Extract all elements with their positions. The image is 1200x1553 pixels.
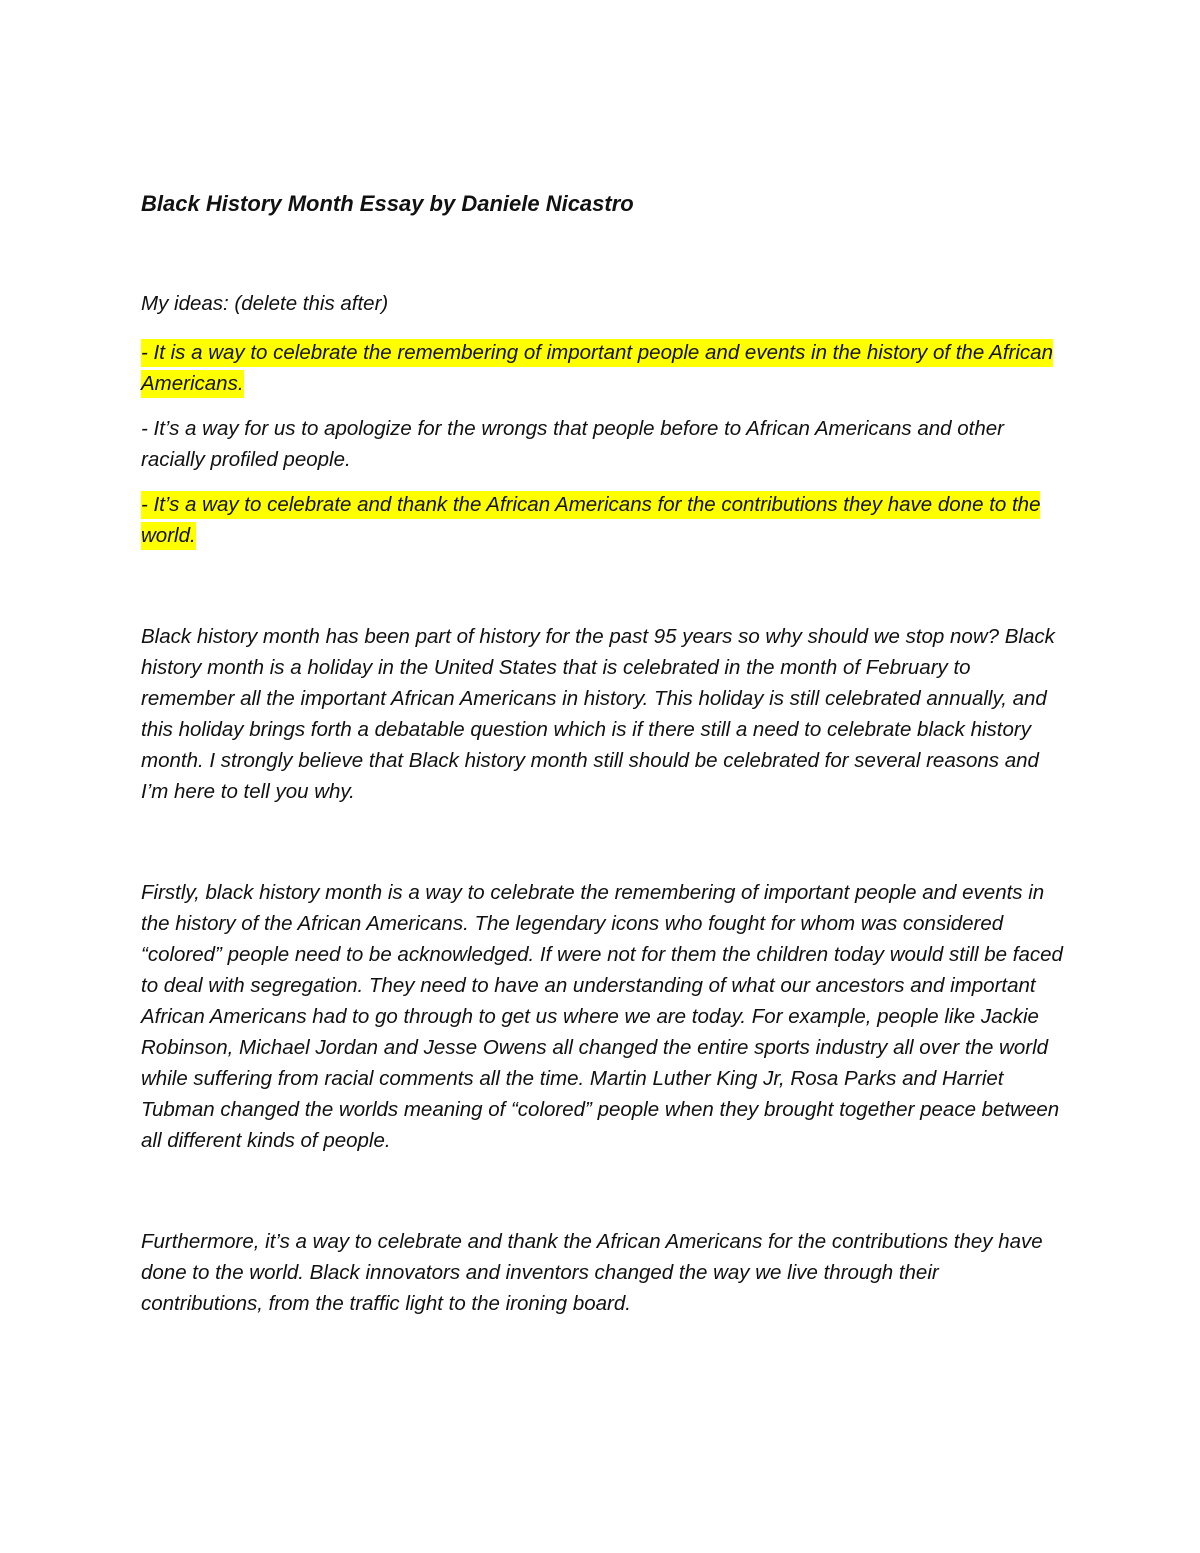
idea-item-1 (141, 337, 1066, 399)
essay-paragraph-firstly: Firstly, black history month is a way to celebrate the remembering of important people and events in the history of the African Americans. The legendary icons who fought for whom was considered “colored” people need to be acknowledged. If were not for them the children today would still be faced to deal with segregation. They need to have an understanding of what our ancestors and important African Americans had to go through to get us where we are today. For example, people like Jackie Robinson, Michael Jordan and Jesse Owens all changed the entire sports industry all over the world while suffering from racial comments all the time. Martin Luther King Jr, Rosa Parks and Harriet Tubman changed the worlds meaning of “colored” people when they brought together peace between all different kinds of people. (141, 881, 1063, 1152)
essay-paragraph-furthermore: Furthermore, it’s a way to celebrate and thank the African Americans for the contributions they have done to the world. Black innovators and inventors changed the way we live through their contributions, from the traffic light to the ironing board. (141, 1230, 1043, 1315)
idea-text-highlighted: - It’s a way to celebrate and thank the African Americans for the contributions they have done to the world. (141, 491, 1040, 550)
idea-text-highlighted: - It is a way to celebrate the remembering of important people and events in the history of the African Americans. (141, 339, 1053, 398)
essay-paragraph-intro: Black history month has been part of history for the past 95 years so why should we stop now? Black history month is a holiday in the United States that is celebrated in the month of February to remember all the important African Americans in history. This holiday is still celebrated annually, and this holiday brings forth a debatable question which is if there still a need to celebrate black history month. I strongly believe that Black history month still should be celebrated for several reasons and I’m here to tell you why. (141, 625, 1055, 803)
idea-text: - It’s a way for us to apologize for the wrongs that people before to African Americans and other racially profiled people. (141, 417, 1004, 471)
document-title: Black History Month Essay by Daniele Nicastro (141, 191, 634, 216)
document-body (141, 188, 1066, 1319)
idea-item-2 (141, 413, 1066, 475)
ideas-label: My ideas: (delete this after) (141, 292, 389, 315)
idea-item-3 (141, 489, 1066, 551)
